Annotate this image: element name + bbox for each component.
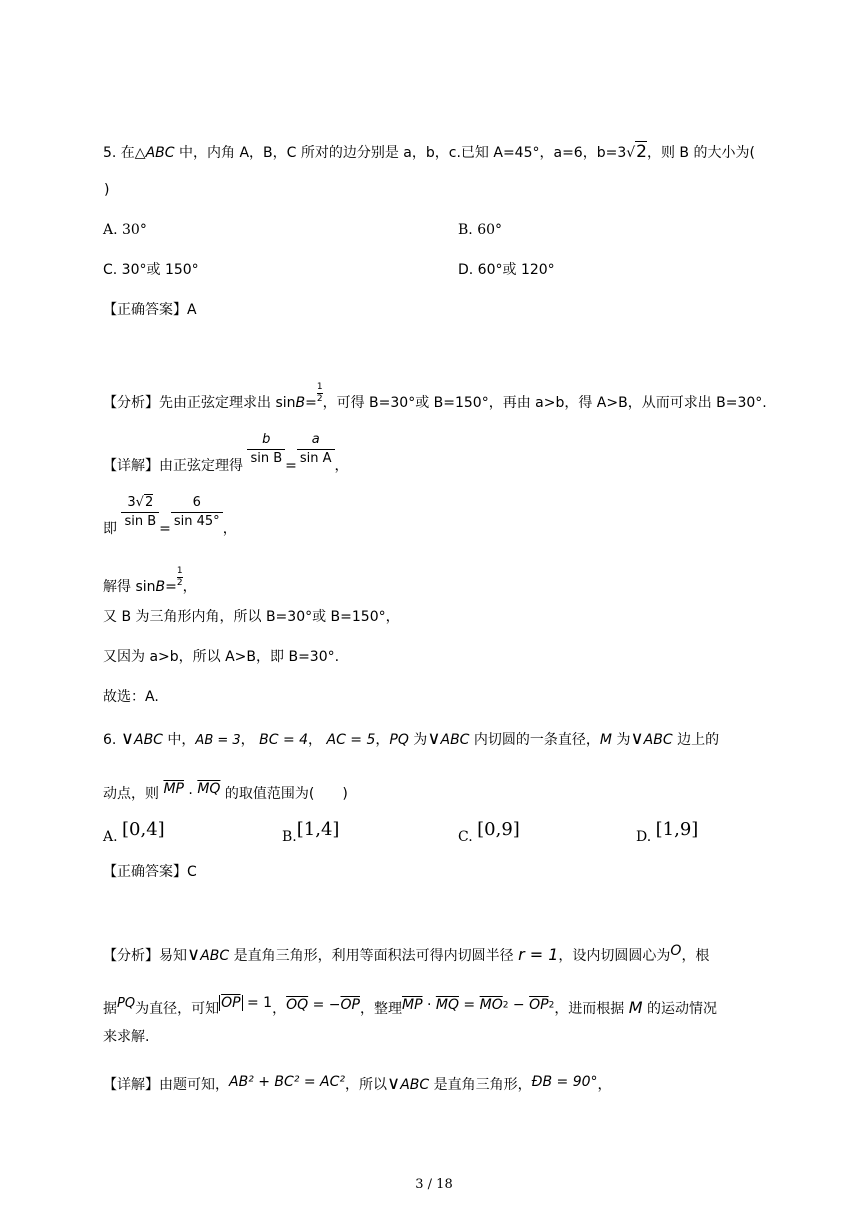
q6-stem-line1: 6. ∨ABC 中，AB = 3， BC = 4， AC = 5，PQ 为∨ABC 内切圆的一条直径，M 为∨ABC 边上的 <box>103 728 720 749</box>
q5-option-b: B. 60° <box>458 222 503 238</box>
q5-option-c: C. 30°或 150° <box>103 262 199 278</box>
q5-youyin: 又因为 a>b，所以 A>B，即 B=30°. <box>103 649 340 665</box>
q6-option-d: D. [1,9] <box>636 819 699 845</box>
fraction: $\frac{6}{\sin 45^\circ}$ <box>171 494 223 531</box>
q5-stem-line2: ) <box>104 182 110 198</box>
q6-option-c: C. [0,9] <box>458 819 520 845</box>
fraction: $\frac{a}{\text{sin A}}$ <box>297 431 335 468</box>
q6-analysis-line3: 来求解. <box>103 1029 150 1045</box>
q6-option-a: A. [0,4] <box>103 819 165 845</box>
q5-analysis: 【分析】先由正弦定理求出 sinB= $\frac{1}{2}$ ，可得 B=30°或 B=150°，再由 a>b，得 A>B，从而可求出 B=30°. <box>103 382 767 411</box>
page-number: 3 / 18 <box>415 1177 453 1192</box>
q5-ji: 即 $\frac{3√2}{\text{sin B}}$ = $\frac{6}{\sin 45^\circ}$ ， <box>103 495 237 537</box>
q6-analysis-line1: 【分析】易知∨ABC 是直角三角形，利用等面积法可得内切圆半径 r = 1，设内切圆圆心为O，根 <box>103 943 710 965</box>
q5-guxuan: 故选：A. <box>103 689 159 705</box>
q5-you: 又 B 为三角形内角，所以 B=30°或 B=150°， <box>103 609 400 625</box>
q6-analysis-line2: 据PQ为直径，可知 $\overline{OP} = 1$，$\overline{OQ} = -\overline{OP}$，整理$\overline{MP} \cdot \overline{MQ} = \overline{MO}^2 - \overline{OP}^2$，进而根据 M 的运动情况 <box>103 995 718 1017</box>
q6-stem-line2: 动点，则 $\overline{MP} \cdot \overline{MQ}$ 的取值范围为( ) <box>103 781 348 802</box>
fraction: $\frac{b}{\text{sin B}}$ <box>247 431 285 468</box>
q5-answer: 【正确答案】A <box>103 302 197 318</box>
q6-option-b: B.[1,4] <box>282 819 340 845</box>
q5-option-a: A. 30° <box>103 222 147 238</box>
q5-detail: 【详解】由正弦定理得 $\frac{b}{\text{sin B}}$ = $\frac{a}{\text{sin A}}$ ， <box>103 432 349 474</box>
q6-answer: 【正确答案】C <box>103 864 197 880</box>
q6-detail: 【详解】由题可知，AB² + BC² = AC²，所以∨ABC 是直角三角形，ÐB = 90°， <box>103 1073 612 1094</box>
q5-stem-line1: 5. 在△ABC 中，内角 A，B，C 所对的边分别是 a，b，c.已知 A=45°，a=6，b=3√2，则 B 的大小为( <box>103 142 755 162</box>
fraction: $\frac{3√2}{\text{sin B}}$ <box>121 494 159 531</box>
q5-option-d: D. 60°或 120° <box>458 262 555 278</box>
q5-jiede: 解得 sinB= $\frac{1}{2}$ ， <box>103 566 197 595</box>
